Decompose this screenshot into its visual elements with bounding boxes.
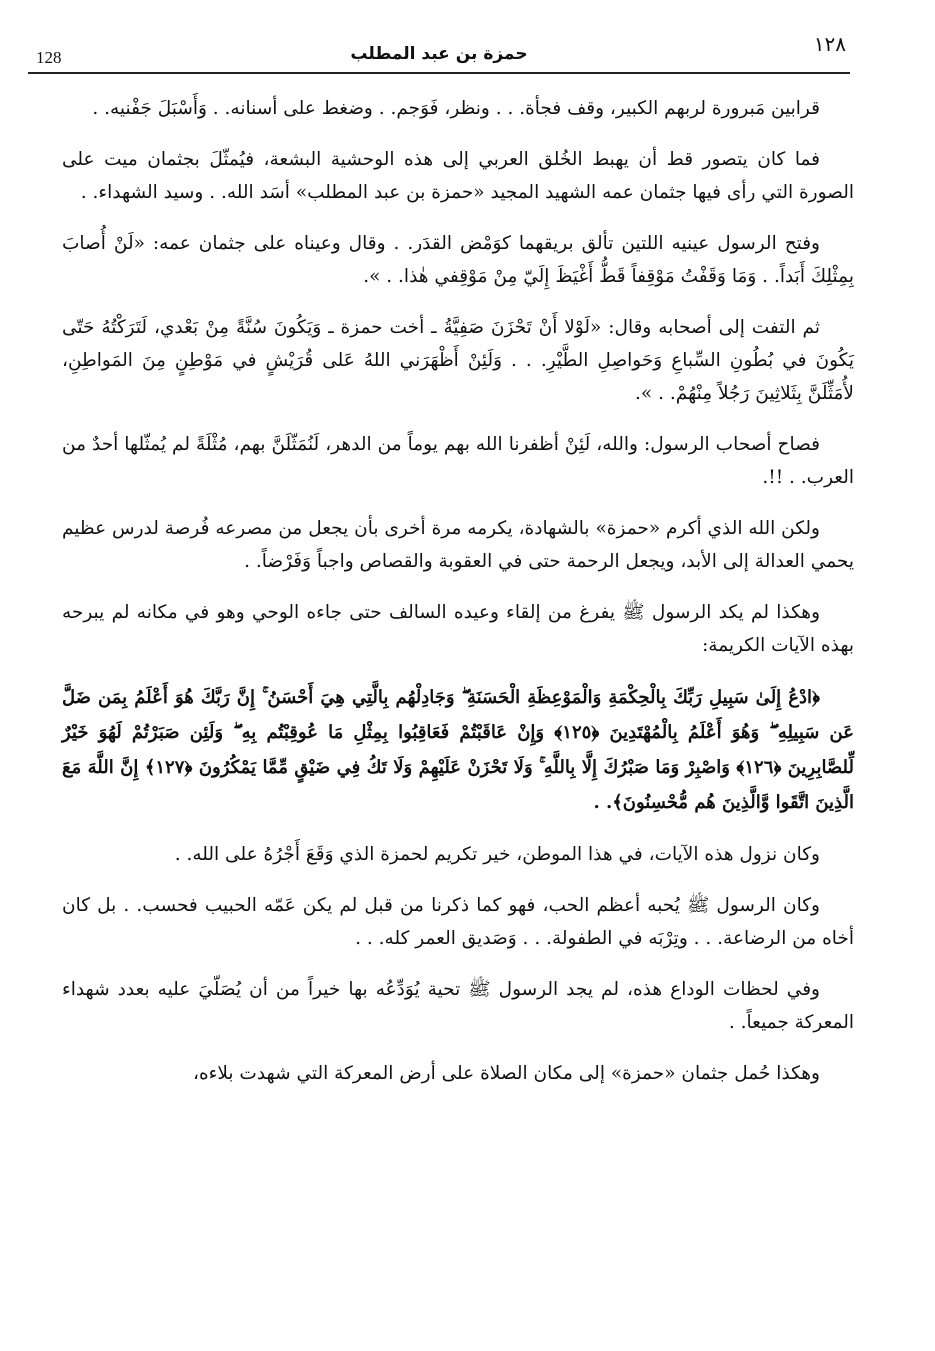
paragraph: قرابين مَبرورة لربهم الكبير، وقف فجأة. . . ونظر، فَوَجم. . وضغط على أسنانه. . وَأَسْبَلَ جَفْنيه. . xyxy=(92,98,820,119)
running-title: حمزة بن عبد المطلب xyxy=(350,44,528,64)
quran-verses: ﴿ادْعُ إِلَىٰ سَبِيلِ رَبِّكَ بِالْحِكْمَةِ وَالْمَوْعِظَةِ الْحَسَنَةِ ۖ وَجَادِلْهُم بِالَّتِي هِيَ أَحْسَنُ ۚ إِنَّ رَبَّكَ هُوَ أَعْلَمُ بِمَن ضَلَّ عَن سَبِيلِهِ ۖ وَهُوَ أَعْلَمُ بِالْمُهْتَدِينَ ﴿١٢٥﴾ وَإِنْ عَاقَبْتُمْ فَعَاقِبُوا بِمِثْلِ مَا عُوقِبْتُم بِهِ ۖ وَلَئِن صَبَرْتُمْ لَهُوَ خَيْرٌ لِّلصَّابِرِينَ ﴿١٢٦﴾ وَاصْبِرْ وَمَا صَبْرُكَ إِلَّا بِاللَّهِ ۚ وَلَا تَحْزَنْ عَلَيْهِمْ وَلَا تَكُ فِي ضَيْقٍ مِّمَّا يَمْكُرُونَ ﴿١٢٧﴾ إِنَّ اللَّهَ مَعَ الَّذِينَ اتَّقَوا وَّالَّذِينَ هُم مُّحْسِنُونَ﴾. . xyxy=(62,687,854,813)
paragraph: ثم التفت إلى أصحابه وقال: «لَوْلا أَنْ تَحْزَنَ صَفِيَّةُ ـ أخت حمزة ـ وَيَكُونَ سُنَّةً مِنْ بَعْدي، لَتَرَكْتُهُ حَتّى يَكُونَ في بُطُونِ السِّباعِ وَحَواصِلِ الطَّيْرِ. . . وَلَئِنْ أَظْهَرَني اللهُ عَلى قُرَيْشٍ في مَوْطِنٍ مِنَ المَواطِنِ، لأُمَثِّلَنَّ بِثَلاثِينَ رَجُلاً مِنْهُمْ. . ». xyxy=(62,317,854,404)
paragraph: وهكذا حُمل جثمان «حمزة» إلى مكان الصلاة على أرض المعركة التي شهدت بلاءه، xyxy=(192,1063,820,1084)
page-header xyxy=(28,30,850,74)
paragraph: وهكذا لم يكد الرسول ﷺ يفرغ من إلقاء وعيده السالف حتى جاءه الوحي وهو في مكانه لم يبرحه بهذه الآيات الكريمة: xyxy=(62,602,854,656)
paragraph: فما كان يتصور قط أن يهبط الخُلق العربي إلى هذه الوحشية البشعة، فيُمثّلَ بجثمان ميت على الصورة التي رأى فيها جثمان عمه الشهيد المجيد «حمزة بن عبد المطلب» أسَد الله. . وسيد الشهداء. . xyxy=(62,149,854,203)
page-number-latin: 128 xyxy=(36,48,62,67)
paragraph: ولكن الله الذي أكرم «حمزة» بالشهادة، يكرمه مرة أخرى بأن يجعل من مصرعه فُرصة لدرس عظيم يحمي العدالة إلى الأبد، ويجعل الرحمة حتى في العقوبة والقصاص واجباً وَفَرْضاً. . xyxy=(62,518,854,572)
paragraph: وكان الرسول ﷺ يُحبه أعظم الحب، فهو كما ذكرنا من قبل لم يكن عَمّه الحبيب فحسب. . بل كان أخاه من الرضاعة. . . وتِرْبَه في الطفولة. . . وَصَديق العمر كله. . . xyxy=(62,895,854,949)
paragraph: فصاح أصحاب الرسول: والله، لَئِنْ أظفرنا الله بهم يوماً من الدهر، لَنُمَثّلَنَّ بهم، مُثْلَةً لم يُمثّلها أحدٌ من العرب. . !!. xyxy=(62,434,854,488)
paragraph: وكان نزول هذه الآيات، في هذا الموطن، خير تكريم لحمزة الذي وَقَعَ أَجْرُهُ على الله. . xyxy=(174,844,820,865)
paragraph: وفي لحظات الوداع هذه، لم يجد الرسول ﷺ تحية يُوَدِّعُه بها خيراً من أن يُصَلّيَ عليه بعدد شهداء المعركة جميعاً. . xyxy=(62,979,854,1033)
page-body xyxy=(62,92,854,1108)
page-number-arabic: ١٢٨ xyxy=(813,32,846,56)
paragraph: وفتح الرسول عينيه اللتين تألق بريقهما كوَمْض القدَر. . وقال وعيناه على جثمان عمه: «لَنْ أُصابَ بِمِثْلِكَ أَبَداً. . وَمَا وَقَفْتُ مَوْقِفاً قَطُّ أَغْيَظَ إِلَيّ مِنْ مَوْقِفي هٰذا. . ». xyxy=(62,233,854,287)
